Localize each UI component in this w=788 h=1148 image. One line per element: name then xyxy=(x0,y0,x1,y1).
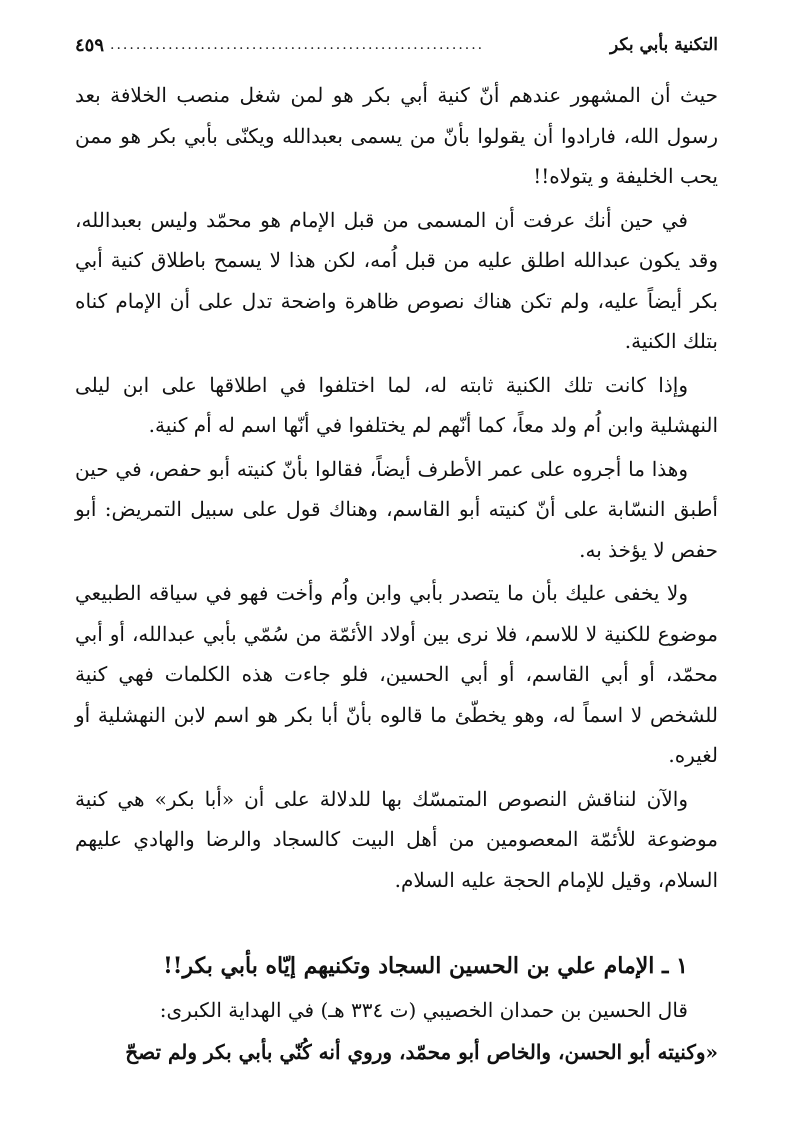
paragraph: حيث أن المشهور عندهم أنّ كنية أبي بكر هو لمن شغل منصب الخلافة بعد رسول الله، فارادوا أن يقولوا بأنّ من يسمى بعبدالله ويكنّى بأبي بكر هو ممن يحب الخليفة و يتولاه!! xyxy=(75,83,718,188)
paragraph: وهذا ما أجروه على عمر الأطرف أيضاً، فقالوا بأنّ كنيته أبو حفص، في حين أطبق النسّابة على أنّ كنيته أبو القاسم، وهناك قول على سبيل التمريض: أبو حفص لا يؤخذ به. xyxy=(75,456,718,562)
paragraph: في حين أنك عرفت أن المسمى من قبل الإمام هو محمّد وليس بعبدالله، وقد يكون عبدالله اطلق عليه من قبل اُمه، لكن هذا لا يسمح باطلاق كنية أبي بكر أيضاً عليه، ولم تكن هناك نصوص ظاهرة واضحة تدل على أن الإمام كناه بتلك الكنية. xyxy=(75,207,718,353)
body-text xyxy=(75,75,718,903)
quote-text: «وكنيته أبو الحسن، والخاص أبو محمّد، وروي أنه كُنّي بأبي بكر ولم تصحّ xyxy=(125,1040,718,1064)
header-dot-leader: .......................................................... xyxy=(110,37,485,53)
running-header xyxy=(75,30,718,60)
paragraph: وإذا كانت تلك الكنية ثابته له، لما اختلفوا في اطلاقها على ابن ليلى النهشلية وابن اُم ولد معاً، كما أنّهم لم يختلفوا في أنّها اسم له أم كنية. xyxy=(75,372,718,437)
header-title: التكنية بأبي بكر xyxy=(610,35,718,55)
paragraph: والآن لنناقش النصوص المتمسّك بها للدلالة على أن «أبا بكر» هي كنية موضوعة للأئمّة المعصومين من أهل البيت كالسجاد والرضا والهادي عليهم السلام، وقيل للإمام الحجة عليه السلام. xyxy=(75,786,718,892)
section-heading: ١ ـ الإمام علي بن الحسين السجاد وتكنيهم إيّاه بأبي بكر!! xyxy=(163,953,688,979)
quote-intro: قال الحسين بن حمدان الخصيبي (ت ٣٣٤ هـ) في الهداية الكبرى: xyxy=(159,998,688,1022)
paragraph: ولا يخفى عليك بأن ما يتصدر بأبي وابن واُم وأخت فهو في سياقه الطبيعي موضوع للكنية لا للاسم، فلا نرى بين أولاد الأئمّة من سُمّي بأبي عبدالله، أو أبي محمّد، أو أبي القاسم، أو أبي الحسين، فلو جاءت هذه الكلمات فهي كنية للشخص لا اسماً له، وهو يخطّئ ما قالوه بأنّ أبا بكر هو اسم لابن النهشلية أو لغيره. xyxy=(75,581,718,767)
page-number: ٤٥٩ xyxy=(75,34,105,56)
